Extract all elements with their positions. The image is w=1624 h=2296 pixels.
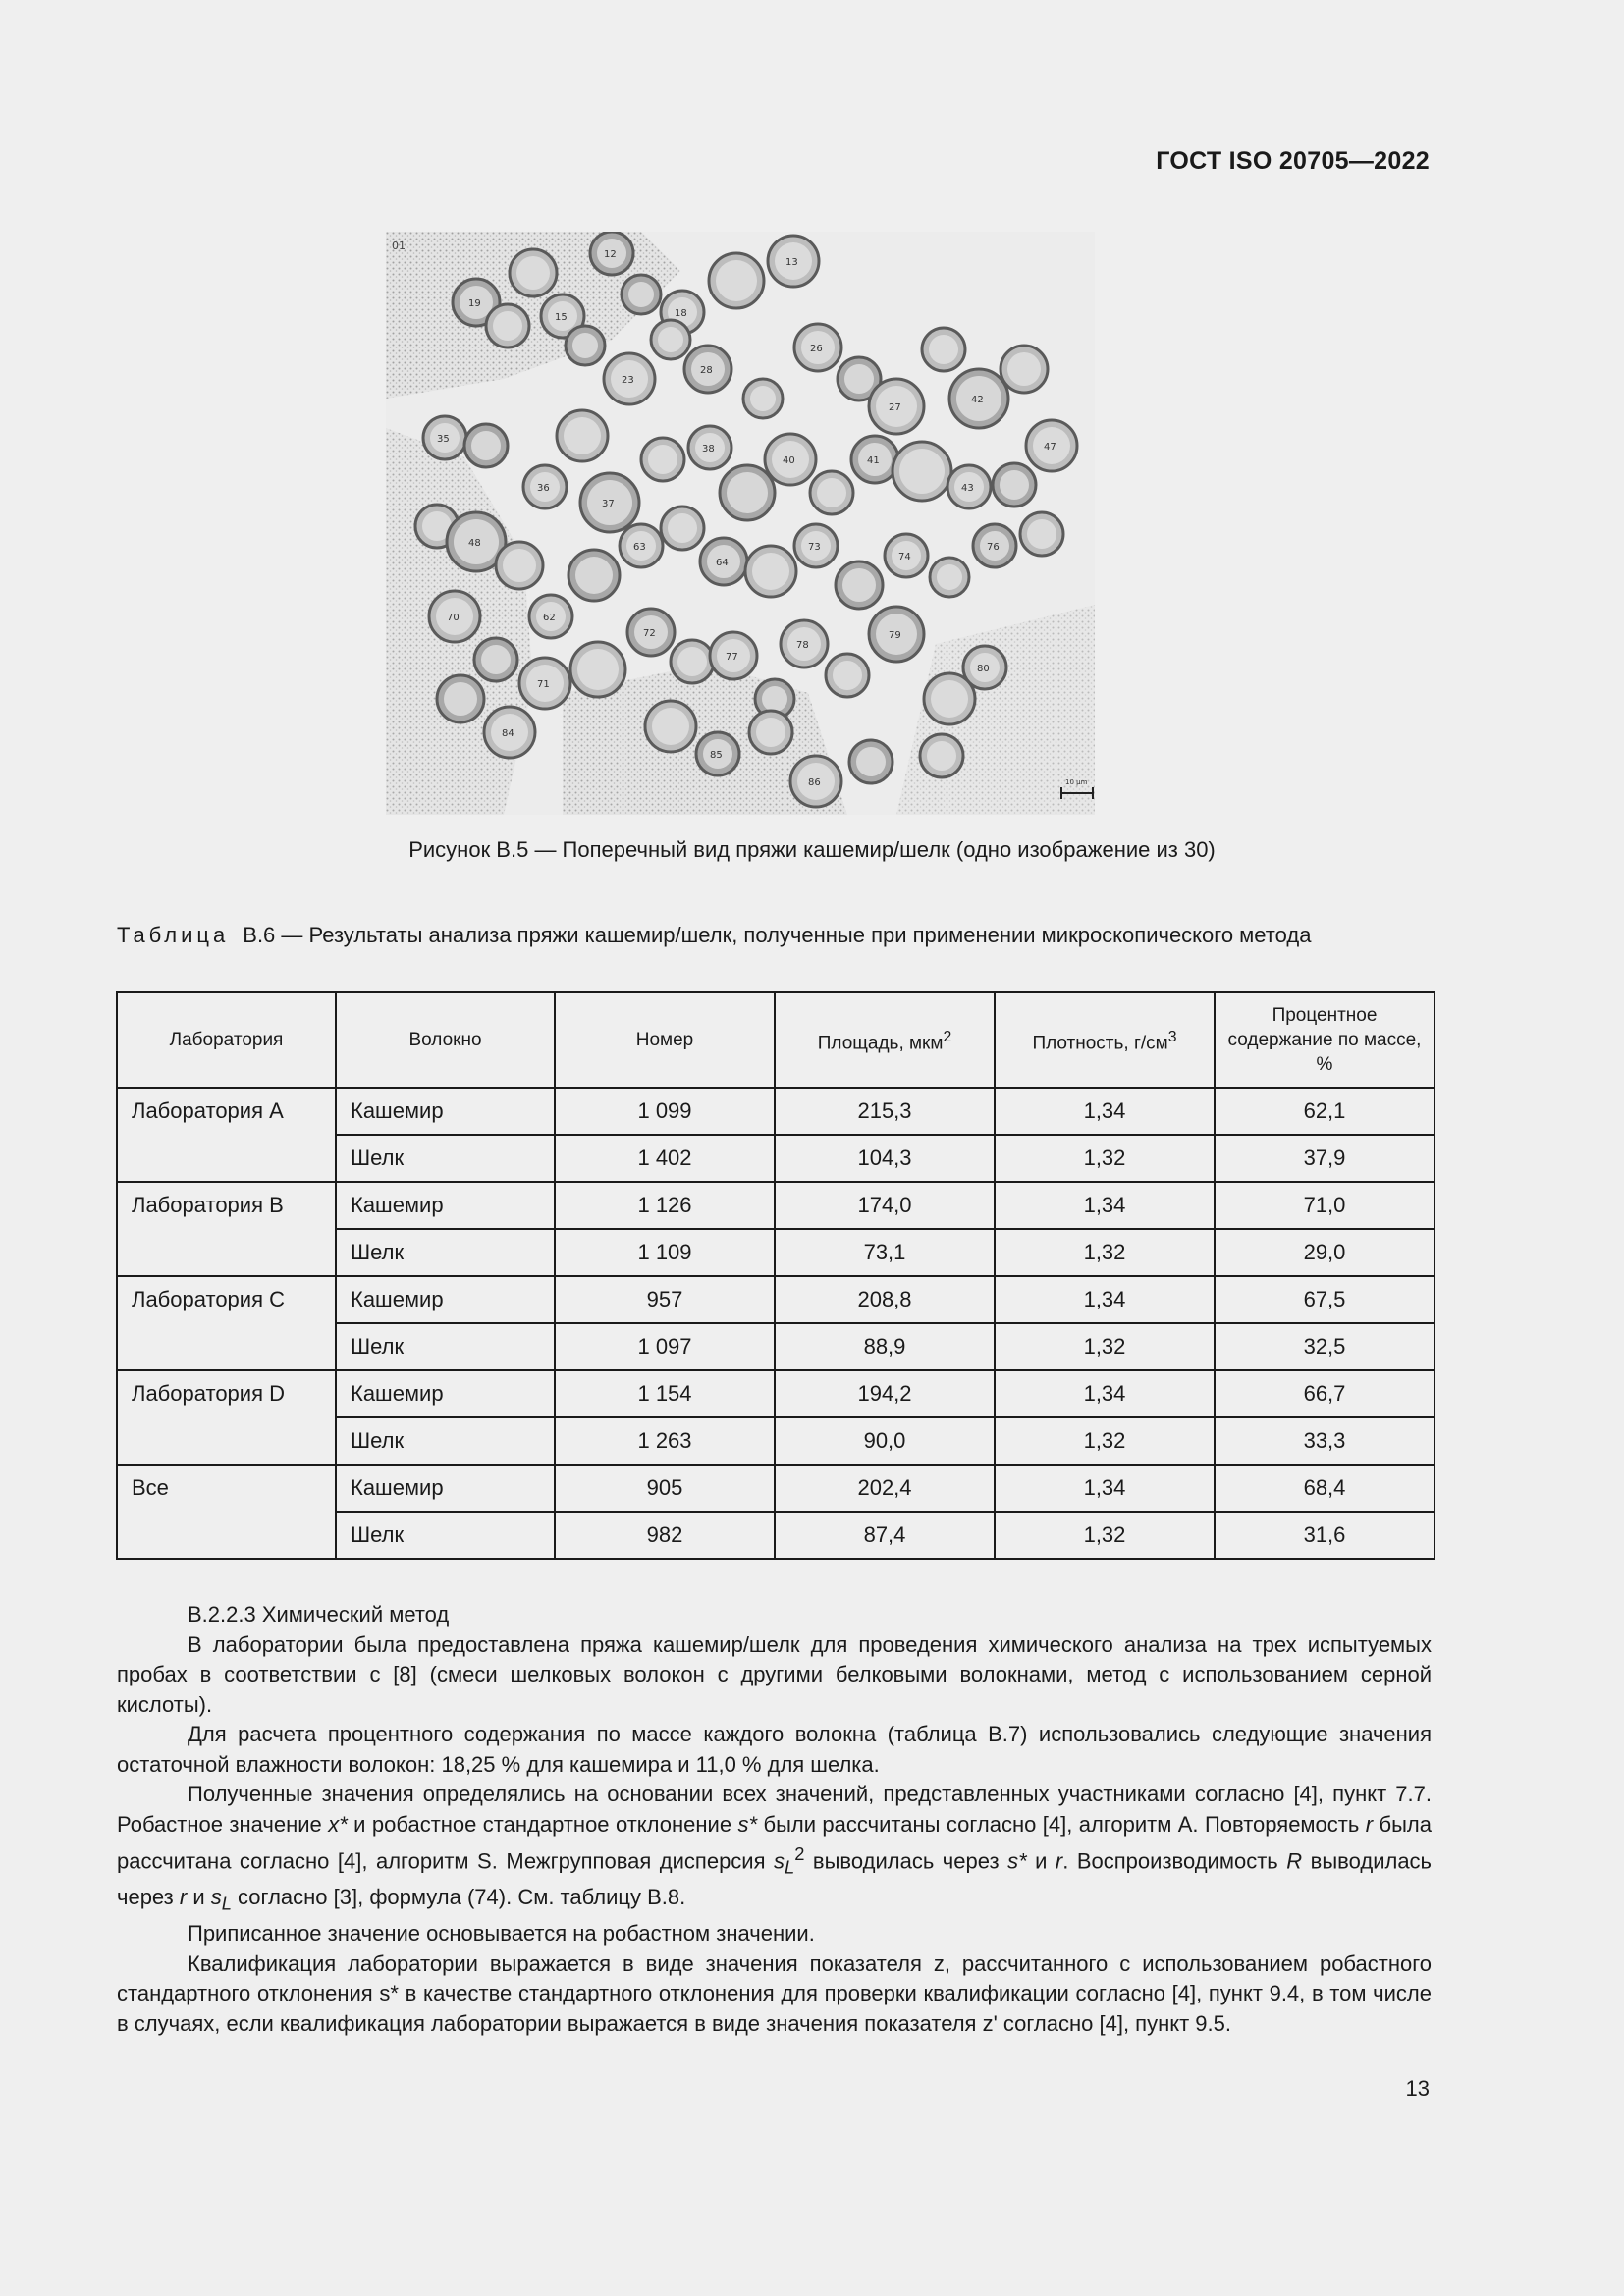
table-row [117,1465,1435,1512]
p3-text: выводилась через [117,1848,1433,1910]
fibre-label: 26 [810,344,823,354]
fibre-core [856,747,886,776]
header-area-sup: 2 [943,1028,952,1045]
cell-density: 1,34 [995,1088,1215,1135]
cell-number: 905 [555,1465,775,1512]
header-lab: Лаборатория [117,992,336,1088]
cell-density: 1,32 [995,1323,1215,1370]
p3-symbol-sl-sub: L [785,1856,795,1878]
p3-text: и [1026,1848,1056,1874]
fibre-label: 28 [700,365,713,376]
fibre-label: 19 [468,298,481,309]
cell-density: 1,34 [995,1182,1215,1229]
cell-percent: 66,7 [1215,1370,1435,1417]
cell-lab: Лаборатория С [117,1276,336,1370]
fibre-core [444,682,477,716]
table-row [117,1182,1435,1229]
fibre-core [750,386,776,411]
table-body [117,1088,1435,1559]
fibre-core [493,311,522,341]
fibre-core [658,327,683,352]
fibre-label: 42 [971,395,984,405]
fibre-label: 63 [633,542,646,553]
cell-area: 174,0 [775,1182,995,1229]
fibre-core [564,417,601,454]
fibre-core [716,260,757,301]
section-heading: В.2.2.3 Химический метод [188,1602,450,1627]
p3-symbol-r: r [1365,1811,1374,1837]
cell-number: 1 109 [555,1229,775,1276]
fibre-core [481,645,511,674]
figure-caption: Рисунок В.5 — Поперечный вид пряжи кашемир/шелк (одно изображение из 30) [408,837,1216,862]
cell-fiber: Шелк [336,1512,555,1559]
p3-symbol-sl-sup: 2 [794,1843,805,1864]
cell-area: 208,8 [775,1276,995,1323]
p3-text: Полученные значения определялись на основании всех значений, представленных участниками согласно [4], пункт 7.7. Робастное значение [117,1782,1432,1837]
cell-area: 73,1 [775,1229,995,1276]
fibre-label: 12 [604,249,617,260]
table-title-text: В.6 — Результаты анализа пряжи кашемир/шелк, полученные при применении микроскопического метода [243,923,1312,947]
results-table [116,991,1435,1560]
fibre-core [516,256,550,290]
fibre-core [1000,470,1029,500]
figure-corner-label: 01 [392,240,406,252]
cell-percent: 37,9 [1215,1135,1435,1182]
p3-symbol-r: r [179,1885,188,1910]
fibre-label: 78 [796,640,809,651]
fibre-core [931,680,968,718]
cell-density: 1,32 [995,1512,1215,1559]
cell-density: 1,32 [995,1229,1215,1276]
paragraph-3 [117,1780,1432,1919]
p3-symbol-s: s* [1007,1848,1027,1874]
header-area [775,992,995,1088]
fibre-label: 48 [468,538,481,549]
fibre-core [1027,519,1056,549]
header-density [995,992,1215,1088]
fibre-core [937,564,962,590]
cell-percent: 32,5 [1215,1323,1435,1370]
fibre-label: 18 [675,308,687,319]
p3-text: были рассчитаны согласно [4], алгоритм А. Повторяемость [757,1811,1366,1837]
cell-number: 1 126 [555,1182,775,1229]
cell-lab: Все [117,1465,336,1559]
cell-number: 957 [555,1276,775,1323]
cell-density: 1,34 [995,1370,1215,1417]
p3-symbol-s: s* [737,1811,758,1837]
header-number: Номер [555,992,775,1088]
cell-area: 104,3 [775,1135,995,1182]
cell-number: 1 097 [555,1323,775,1370]
cell-number: 1 099 [555,1088,775,1135]
p3-symbol-sl-sub: L [221,1893,232,1914]
fibre-label: 47 [1044,442,1056,453]
fibre-core [727,472,768,513]
table-row [117,1088,1435,1135]
p3-text: выводилась через [804,1848,1008,1874]
fibre-label: 76 [987,542,1000,553]
cell-fiber: Кашемир [336,1182,555,1229]
cell-fiber: Кашемир [336,1088,555,1135]
fibre-core [648,445,677,474]
fibre-core [833,661,862,690]
fibre-label: 74 [898,552,911,562]
header-density-sup: 3 [1167,1028,1177,1045]
micrograph-image [386,232,1095,815]
fibre-label: 40 [783,455,795,466]
cell-area: 88,9 [775,1323,995,1370]
body-text [117,1600,1432,2039]
fibre-label: 27 [889,402,901,413]
fibre-cross-section-figure [386,232,1095,815]
fibre-label: 79 [889,630,901,641]
fibre-label: 23 [622,375,634,386]
header-area-text: Площадь, мкм [817,1033,944,1054]
fibre-label: 13 [785,257,798,268]
cell-lab: Лаборатория А [117,1088,336,1182]
cell-fiber: Шелк [336,1135,555,1182]
cell-percent: 29,0 [1215,1229,1435,1276]
fibre-core [471,431,501,460]
fibre-label: 80 [977,664,990,674]
fibre-core [756,718,785,747]
p3-text: и [187,1885,211,1910]
fibre-label: 43 [961,483,974,494]
cell-density: 1,32 [995,1135,1215,1182]
cell-percent: 31,6 [1215,1512,1435,1559]
header-percent: Процентное содержание по массе, % [1215,992,1435,1088]
cell-fiber: Кашемир [336,1276,555,1323]
paragraph-5: Квалификация лаборатории выражается в виде значения показателя z, рассчитанного с использованием робастного стандартного отклонения s* в качестве стандартного отклонения для проверки квалификации согласно [4], пункт 9.4, в том числе в случаях, если квалификация лаборатории выражается в виде значения показателя z' согласно [4], пункт 9.5. [117,1950,1432,2036]
cell-fiber: Шелк [336,1417,555,1465]
fibre-label: 37 [602,499,615,509]
cell-number: 982 [555,1512,775,1559]
fibre-label: 71 [537,679,550,690]
fibre-label: 64 [716,558,729,568]
cell-percent: 67,5 [1215,1276,1435,1323]
fibre-label: 15 [555,312,568,323]
table-row [117,1370,1435,1417]
cell-percent: 71,0 [1215,1182,1435,1229]
fibre-core [575,557,613,594]
fibre-core [899,449,945,494]
fibre-core [752,553,789,590]
p3-symbol-sl: s [210,1885,222,1910]
fibre-core [817,478,846,507]
fibre-label: 36 [537,483,550,494]
cell-density: 1,34 [995,1465,1215,1512]
fibre-label: 35 [437,434,450,445]
fibre-core [503,549,536,582]
p3-symbol-x: x* [328,1811,348,1837]
fibre-label: 70 [447,613,460,623]
cell-fiber: Кашемир [336,1465,555,1512]
table-header-row [117,992,1435,1088]
cell-fiber: Шелк [336,1323,555,1370]
cell-lab: Лаборатория D [117,1370,336,1465]
fibre-core [929,335,958,364]
p3-text: и робастное стандартное отклонение [347,1811,738,1837]
fibre-core [677,647,707,676]
fibre-core [842,568,876,602]
fibre-core [577,649,619,690]
table-title-prefix: Таблица [117,923,230,947]
fibre-core [762,686,787,712]
fibre-core [572,333,598,358]
cell-number: 1 402 [555,1135,775,1182]
fibre-core [844,364,874,394]
document-code: ГОСТ ISO 20705—2022 [1156,147,1430,175]
paragraph-2: Для расчета процентного содержания по массе каждого волокна (таблица В.7) использовались следующие значения остаточной влажности волокон: 18,25 % для кашемира и 11,0 % для шелка. [117,1722,1432,1777]
p3-symbol-r: r [1055,1848,1063,1874]
cell-area: 90,0 [775,1417,995,1465]
fibre-label: 41 [867,455,880,466]
fibre-core [628,282,654,307]
paragraph-4: Приписанное значение основывается на робастном значении. [188,1921,815,1947]
fibre-label: 77 [726,652,738,663]
cell-density: 1,32 [995,1417,1215,1465]
fibre-core [668,513,697,543]
scale-bar-label: 10 µm [1065,778,1088,786]
p3-symbol-R: R [1286,1848,1303,1874]
p3-symbol-sl: s [774,1848,785,1874]
paragraph-1: В лаборатории была предоставлена пряжа кашемир/шелк для проведения химического анализа на трех испытуемых пробах в соответствии с [8] (смеси шелковых волокон с другими белковыми волокнами, метод с использованием серной кислоты). [117,1631,1432,1717]
header-fiber: Волокно [336,992,555,1088]
cell-number: 1 263 [555,1417,775,1465]
table-row [117,1276,1435,1323]
cell-area: 87,4 [775,1512,995,1559]
page-number: 13 [1405,2076,1430,2101]
cell-area: 194,2 [775,1370,995,1417]
fibre-core [1007,352,1041,386]
cell-area: 202,4 [775,1465,995,1512]
cell-percent: 62,1 [1215,1088,1435,1135]
header-density-text: Плотность, г/см [1032,1033,1168,1054]
fibre-core [927,741,956,771]
fibre-label: 86 [808,777,821,788]
fibre-label: 38 [702,444,715,454]
fibre-label: 84 [502,728,514,739]
cell-fiber: Шелк [336,1229,555,1276]
cell-lab: Лаборатория В [117,1182,336,1276]
table-title [117,921,1433,950]
cell-number: 1 154 [555,1370,775,1417]
cell-percent: 33,3 [1215,1417,1435,1465]
cell-density: 1,34 [995,1276,1215,1323]
fibre-label: 62 [543,613,556,623]
p3-text: . Воспроизводимость [1062,1848,1287,1874]
fibre-label: 73 [808,542,821,553]
cell-area: 215,3 [775,1088,995,1135]
fibre-core [652,708,689,745]
cell-fiber: Кашемир [336,1370,555,1417]
cell-percent: 68,4 [1215,1465,1435,1512]
fibre-label: 72 [643,628,656,639]
fibre-label: 85 [710,750,723,761]
p3-text: согласно [3], формула (74). См. таблицу В.8. [231,1885,686,1910]
p3-text: была рассчитана согласно [4], алгоритм S. Межгрупповая дисперсия [117,1811,1432,1874]
